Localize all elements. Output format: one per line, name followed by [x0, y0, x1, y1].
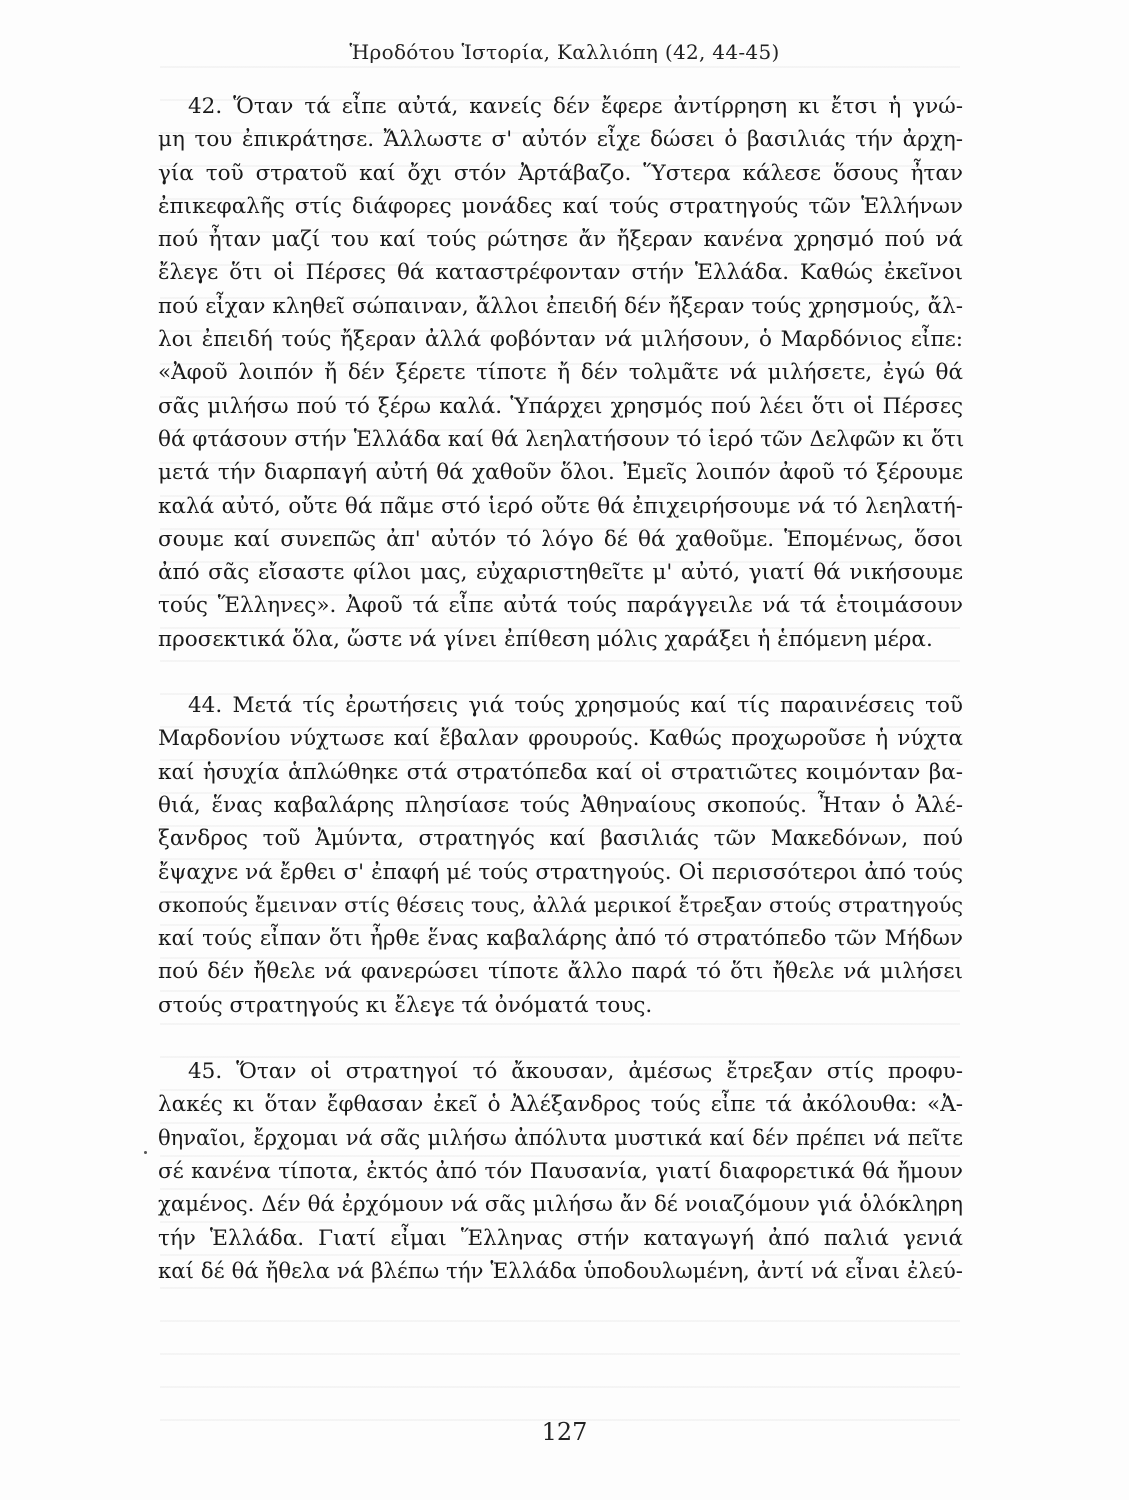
running-header: Ἡροδότου Ἱστορία, Καλλιόπη (42, 44-45): [349, 40, 780, 64]
text-line: προσεκτικά ὅλα, ὥστε νά γίνει ἐπίθεση μόλις χαράξει ἡ ἑπόμενη μέρα.: [158, 626, 933, 652]
text-line: λοι ἐπειδή τούς ἤξεραν ἀλλά φοβόνταν νά μιλήσουν, ὁ Μαρδόνιος εἶπε:: [158, 327, 963, 353]
text-line: θά φτάσουν στήν Ἑλλάδα καί θά λεηλατήσουν τό ἱερό τῶν Δελφῶν κι ὅτι: [158, 426, 965, 452]
text-line: ἔψαχνε νά ἔρθει σ' ἐπαφή μέ τούς στρατηγούς. Οἱ περισσότεροι ἀπό τούς: [158, 859, 963, 885]
text-line: πού ἦταν μαζί του καί τούς ρώτησε ἄν ἤξεραν κανένα χρησμό πού νά: [158, 227, 963, 253]
text-line: σέ κανένα τίποτα, ἐκτός ἀπό τόν Παυσανία, γιατί διαφορετικά θά ἤμουν: [158, 1158, 963, 1184]
text-line: καί δέ θά ἤθελα νά βλέπω τήν Ἑλλάδα ὑποδουλωμένη, ἀντί νά εἶναι ἐλεύ-: [158, 1258, 963, 1284]
text-line: ἔλεγε ὅτι οἱ Πέρσες θά καταστρέφονταν στήν Ἑλλάδα. Καθώς ἐκεῖνοι: [158, 260, 963, 286]
text-line: πού εἶχαν κληθεῖ σώπαιναν, ἄλλοι ἐπειδή δέν ἤξεραν τούς χρησμούς, ἄλ-: [158, 293, 963, 319]
body-text: [158, 90, 963, 1288]
paragraph-42: [158, 90, 963, 656]
text-line: «Ἀφοῦ λοιπόν ἤ δέν ξέρετε τίποτε ἤ δέν τολμᾶτε νά μιλήσετε, ἐγώ θά: [158, 360, 963, 386]
text-line: σουμε καί συνεπῶς ἀπ' αὐτόν τό λόγο δέ θά χαθοῦμε. Ἑπομένως, ὅσοι: [158, 526, 963, 552]
text-line: καί ἡσυχία ἁπλώθηκε στά στρατόπεδα καί οἱ στρατιῶτες κοιμόνταν βα-: [158, 759, 963, 785]
paragraph-gap: [158, 1022, 963, 1055]
text-line: Μαρδονίου νύχτωσε καί ἔβαλαν φρουρούς. Καθώς προχωροῦσε ἡ νύχτα: [158, 726, 963, 752]
text-line: 42. Ὅταν τά εἶπε αὐτά, κανείς δέν ἔφερε ἀντίρρηση κι ἔτσι ἡ γνώ-: [188, 94, 963, 119]
text-line: ἐπικεφαλῆς στίς διάφορες μονάδες καί τούς στρατηγούς τῶν Ἑλλήνων: [158, 193, 963, 219]
text-line: χαμένος. Δέν θά ἐρχόμουν νά σᾶς μιλήσω ἄν δέ νοιαζόμουν γιά ὁλόκληρη: [158, 1192, 963, 1218]
text-line: 44. Μετά τίς ἐρωτήσεις γιά τούς χρησμούς καί τίς παραινέσεις τοῦ: [188, 693, 963, 719]
text-line: σκοπούς ἔμειναν στίς θέσεις τους, ἀλλά μερικοί ἔτρεξαν στούς στρατηγούς: [158, 892, 963, 917]
text-line: ξανδρος τοῦ Ἀμύντα, στρατηγός καί βασιλιάς τῶν Μακεδόνων, πού: [158, 826, 963, 852]
page-number: 127: [541, 1418, 588, 1446]
text-line: 45. Ὅταν οἱ στρατηγοί τό ἄκουσαν, ἀμέσως ἔτρεξαν στίς προφυ-: [188, 1059, 963, 1085]
text-line: καί τούς εἶπαν ὅτι ἦρθε ἕνας καβαλάρης ἀπό τό στρατόπεδο τῶν Μήδων: [158, 926, 963, 952]
paragraph-44: [158, 689, 963, 1022]
text-line: πού δέν ἤθελε νά φανερώσει τίποτε ἄλλο παρά τό ὅτι ἤθελε νά μιλήσει: [158, 959, 963, 985]
text-line: μετά τήν διαρπαγή αὐτή θά χαθοῦν ὅλοι. Ἐμεῖς λοιπόν ἀφοῦ τό ξέρουμε: [158, 460, 963, 486]
paragraph-gap: [158, 656, 963, 689]
text-line: τούς Ἕλληνες». Ἀφοῦ τά εἶπε αὐτά τούς παράγγειλε νά τά ἑτοιμάσουν: [158, 593, 963, 619]
text-line: θηναῖοι, ἔρχομαι νά σᾶς μιλήσω ἀπόλυτα μυστικά καί δέν πρέπει νά πεῖτε: [158, 1125, 963, 1150]
text-line: μη του ἐπικράτησε. Ἄλλωστε σ' αὐτόν εἶχε δώσει ὁ βασιλιάς τήν ἀρχη-: [158, 127, 963, 153]
text-line: γία τοῦ στρατοῦ καί ὄχι στόν Ἀρτάβαζο. Ὕστερα κάλεσε ὅσους ἦταν: [158, 160, 963, 186]
text-line: στούς στρατηγούς κι ἔλεγε τά ὀνόματά τους.: [158, 992, 653, 1018]
paragraph-45: [158, 1055, 963, 1288]
text-line: σᾶς μιλήσω πού τό ξέρω καλά. Ὑπάρχει χρησμός πού λέει ὅτι οἱ Πέρσες: [158, 393, 963, 419]
text-line: θιά, ἕνας καβαλάρης πλησίασε τούς Ἀθηναίους σκοπούς. Ἦταν ὁ Ἀλέ-: [158, 792, 963, 818]
text-line: καλά αὐτό, οὔτε θά πᾶμε στό ἱερό οὔτε θά ἐπιχειρήσουμε νά τό λεηλατή-: [158, 493, 963, 519]
ink-speck: [144, 1151, 147, 1154]
text-line: ἀπό σᾶς εἴσαστε φίλοι μας, εὐχαριστηθεῖτε μ' αὐτό, γιατί θά νικήσουμε: [158, 560, 963, 586]
text-line: λακές κι ὅταν ἔφθασαν ἐκεῖ ὁ Ἀλέξανδρος τούς εἶπε τά ἀκόλουθα: «Ἀ-: [158, 1092, 963, 1118]
text-line: τήν Ἑλλάδα. Γιατί εἶμαι Ἕλληνας στήν καταγωγή ἀπό παλιά γενιά: [158, 1225, 963, 1251]
